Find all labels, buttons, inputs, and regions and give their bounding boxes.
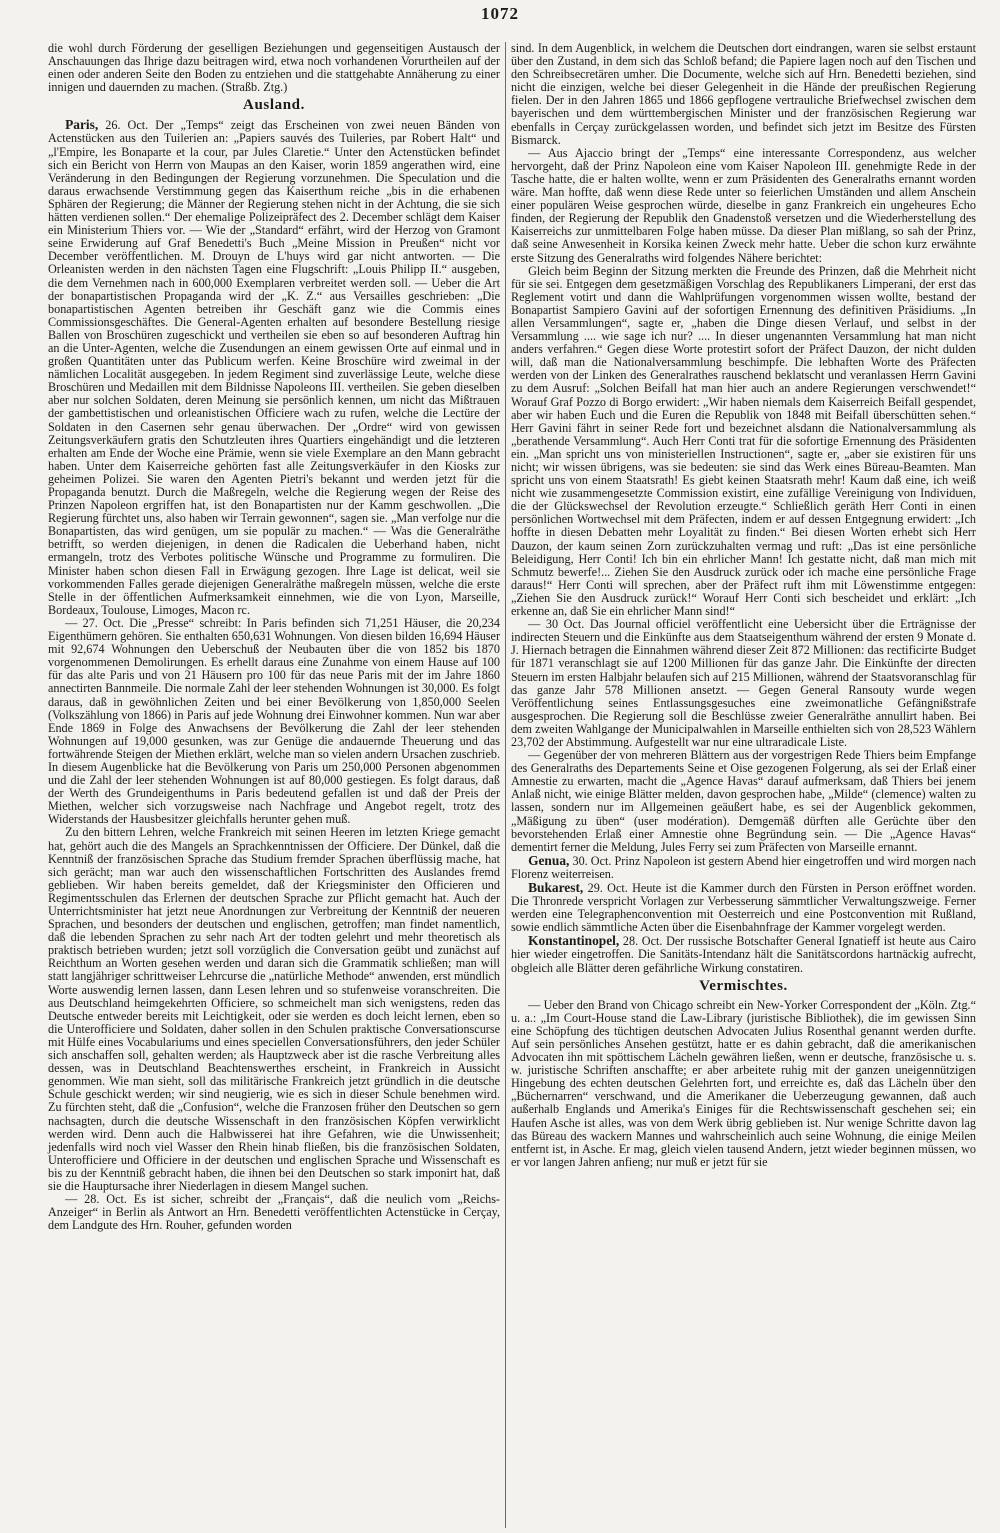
article-paragraph: — 27. Oct. Die „Presse“ schreibt: In Paris befinden sich 71,251 Häuser, die 20,234 Eigenthümern gehören. Sie enthalten 650,631 Wohnungen. Von diesen bilden 16,694 Häuser mit 92,674 Wohnungen den Ueberschuß der Neubauten über die von 1852 bis 1870 vorgenommenen Demolirungen. Es erhellt daraus eine Zunahme von einem Hause auf 100 für das alte Paris und von 21 Häusern pro 100 für das neue Paris mit der im Jahre 1860 annectirten Bannmeile. Die normale Zahl der leer stehenden Wohnungen ist 30,000. Es folgt daraus, daß in gewöhnlichen Zeiten und bei einer Bevölkerung von 1,850,000 Seelen (Volkszählung von 1866) in Paris auf jede Wohnung drei Einwohner kommen. Nun war aber Ende 1869 in Folge des Anwachsens der Bevölkerung die Zahl der leer stehenden Wohnungen auf 19,000 gesunken, was zur Genüge die andauernde Theuerung und das fortwährende Steigen der Miethen erklärt, welche man so vielen andern Ursachen zuschrieb. In diesem Augenblicke hat die Bevölkerung von Paris um 250,000 Personen abgenommen und die Zahl der leer stehenden Wohnungen ist auf 80,000 gestiegen. Es folgt daraus, daß der Werth des Grundeigenthums in Paris bedeutend gefallen ist und daß der Preis der Miethen, welcher sich vorzugsweise nach Nachfrage und Angebot regelt, trotz des Widerstands der Hausbesitzer gleichfalls herunter gehen muß. bbox=[48, 615, 500, 827]
dateline-paragraph bbox=[511, 934, 976, 974]
article-paragraph: — 30 Oct. Das Journal officiel veröffentlicht eine Uebersicht über die Erträgnisse der indirecten Steuern und die Einkünfte aus dem Staatseigenthum während der ersten 9 Monate d. J. Hiernach betragen die Einnahmen während dieser Zeit 872 Millionen: das rectificirte Budget für 1871 veranschlagt sie auf 1200 Millionen für das ganze Jahr. Die Einkünfte der directen Steuern im ersten Halbjahr belaufen sich auf 215 Millionen, während der Staatsvoranschlag für das ganze Jahr 578 Millionen ansetzt. — Gegen General Ransouty wurde wegen Veröffentlichung seines Entlassungsgesuches eine zweimonatliche Gefängnißstrafe ausgesprochen. Die Regierung soll die Beschlüsse zweier Generalräthe annullirt haben. Bei dem zweiten Wahlgange der Municipalwahlen in Marseille enthielten sich von 28,523 Wählern 23,702 der Abstimmung. Aufgestellt war nur eine ultraradicale Liste. bbox=[511, 617, 976, 749]
paragraph-text: 28. Oct. Der russische Botschafter General Ignatieff ist heute aus Cairo hier wieder eingetroffen. Die Sanitäts-Intendanz hält die Sanitätscordons hartnäckig aufrecht, obgleich alle Blätter deren gefährliche Wirkung constatiren. bbox=[511, 934, 976, 975]
dateline-place: Konstantinopel, bbox=[528, 933, 620, 949]
dateline-place: Bukarest, bbox=[528, 880, 584, 895]
article-paragraph: sind. In dem Augenblick, in welchem die Deutschen dort eindrangen, waren sie selbst erstaunt über den Zustand, in dem sich das Schloß befand; die Papiere lagen noch auf den Tischen und den Schreibsecretären umher. Die Documente, welche sich auf Hrn. Benedetti beziehen, sind nicht die einzigen, welche bei dieser Gelegenheit in die Hände der preußischen Regierung fielen. Der in den Jahren 1865 und 1866 gepflogene vertrauliche Briefwechsel zwischen dem bayerischen und dem württembergischen Minister und der französischen Regierung war ebenfalls in Cerçay zurückgelassen worden, und befindet sich jetzt im Besitze des Fürsten Bismarck. bbox=[511, 41, 976, 147]
dateline-paragraph bbox=[48, 118, 500, 617]
article-paragraph: Zu den bittern Lehren, welche Frankreich mit seinen Heeren im letzten Kriege gemacht hat, gehört auch die des Mangels an Sprachkenntnissen der Officiere. Der Dünkel, daß die Kenntniß der französischen Sprache das Studium fremder Sprachen überflüssig mache, hat sich gerächt; man war auch den wissenschaftlichen Fortschritten des Auslandes fremd geblieben. Wir haben bereits gemeldet, daß der Kriegsminister den Officieren und Regimentsschulen das Erlernen der deutschen Sprache zur Pflicht gemacht hat. Auch der Unterrichtsminister hat jetzt neue Anordnungen zur Verbreitung der Kenntniß der neueren Sprachen, und besonders der deutschen und englischen, getroffen; man findet namentlich, daß die lebenden Sprachen zu sehr nach Art der todten gelehrt und mehr theoretisch als praktisch betrieben wurden; jetzt soll vorzüglich die Conversation geübt und zunächst auf Reichthum an Worten gesehen werden und daran sich die Grammatik schließen; man will statt langjähriger schrittweiser Lehrcurse die „natürliche Methode“ anwenden, erst mündlich Worte auswendig lernen lassen, dann Lesen lehren und so stufenweise voranschreiten. Die aus Deutschland heimgekehrten Officiere, so schmeichelt man sich wenigstens, reden das Deutsche entweder bereits mit Leichtigkeit, oder sie werden es doch leicht lernen, eben so die Unterofficiere und Soldaten, daher sollen in den Schulen praktische Conversationscurse mit Hülfe eines Vocabulariums und eines speciellen Conversationsführers, den jeder Schüler sich anschaffen soll, gehalten werden; als Hauptzweck aber ist die rasche Verbreitung alles dessen, was in Deutschland Beachtenswerthes erscheint, in Frankreich in Aussicht genommen. Wie man sieht, soll das militärische Frankreich jetzt gründlich in die deutsche Schule geschickt werden; wir sind neugierig, wie es sich in dieser Schule benehmen wird. Zu fürchten steht, daß die „Confusion“, welche die Franzosen früher den Deutschen so gern nachsagten, durch die deutsche Wissenschaft in den französischen Köpfen verwirklicht werden wird. Denn auch die Halbwisserei hat ihre Gefahren, wie die Unwissenheit; jedenfalls wird noch viel Wasser den Rhein hinab fließen, bis die französischen Soldaten, Unterofficiere und Officiere in der deutschen und englischen Sprache und Wissenschaft es bis zu der Kenntniß gebracht haben, die ihnen bei den Deutschen so stark imponirt hat, daß sie die Hauptursache ihrer Niederlagen in diesem Mangel suchen. bbox=[48, 825, 500, 1193]
article-paragraph: — 28. Oct. Es ist sicher, schreibt der „Français“, daß die neulich vom „Reichs-Anzeiger“ in Berlin als Antwort an Hrn. Benedetti veröffentlichten Actenstücke in Cerçay, dem Landgute des Hrn. Rouher, gefunden worden bbox=[48, 1192, 500, 1233]
left-column bbox=[48, 42, 500, 1232]
article-paragraph: — Ueber den Brand von Chicago schreibt ein New-Yorker Correspondent der „Köln. Ztg.“ u. a.: „Im Court-House stand die Law-Library (juristische Bibliothek), die im gewissen Sinn eine Schöpfung des tüchtigen deutschen Advocaten Julius Rosenthal genannt werden durfte. Auf sein persönliches Ansehen gestützt, hatte er es dahin gebracht, daß die amerikanischen Advocaten ihn mit spöttischem Lächeln gewähren ließen, wenn er deutsche, französische u. s. w. juristische Schriften anschaffte; er aber arbeitete ruhig mit der ganzen uneigennützigen Hingebung des echten deutschen Gelehrten fort, und erreichte es, daß das Lächeln über den „Büchernarren“ verschwand, und die Amerikaner die Ueberzeugung gewannen, daß auch außerhalb Englands und Amerika's Einiges für die Rechtswissenschaft geschehen sei; ein Haufen Asche ist alles, was von dem Werk übrig geblieben ist. Nur wenige Schritte davon lag das Büreau des wackern Mannes und wahrscheinlich auch seine Wohnung, die einige Meilen entfernt ist, in Asche. Er mag, gleich vielen tausend Andern, jetzt wieder beginnen müssen, wo er vor langen Jahren anfieng; nur muß er jetzt für sie bbox=[511, 997, 976, 1169]
dateline-place: Genua, bbox=[528, 852, 570, 868]
dateline-place: Paris, bbox=[65, 117, 99, 133]
section-heading-vermischtes: Vermischtes. bbox=[699, 977, 788, 994]
section-heading-ausland: Ausland. bbox=[243, 97, 305, 114]
page-number: 1072 bbox=[481, 4, 519, 23]
article-paragraph: — Aus Ajaccio bringt der „Temps“ eine interessante Correspondenz, aus welcher hervorgeht, daß der Prinz Napoleon eine vom Kaiser Napoleon III. genehmigte Rede in der Tasche hatte, die er halten wollte, wenn er zum Präsidenten des Generalraths ernannt worden wäre. Man hoffte, daß wenn diese Rede unter so feierlichen Umständen und allem Anschein einer populären Weise gesprochen würde, dieselbe in ganz Frankreich ein ungeheures Echo finden, der Regierung der Republik den Gnadenstoß versetzen und die Wiederherstellung des Kaiserreichs zur unmittelbaren Folge haben müsse. Da dieser Plan mißlang, so sah der Prinz, daß seine Anwesenheit in Korsika keinen Zweck mehr hatte. Ueber die schon kurz erwähnte erste Sitzung des Generalraths wird folgendes Nähere berichtet: bbox=[511, 145, 976, 265]
article-paragraph: Gleich beim Beginn der Sitzung merkten die Freunde des Prinzen, daß die Mehrheit nicht für sie sei. Entgegen dem gesetzmäßigen Vorschlag des Republikaners Limperani, der erst das Reglement votirt und dann die Wahlprüfungen vorgenommen wissen wollte, bestand der Bonapartist Sampiero Gavini auf der sofortigen Ernennung des definitiven Präsidiums. „In allen Versammlungen“, sagte er, „haben die Dinge diesen Verlauf, und selbst in der Versammlung .... wie sage ich nur? .... In dieser ungenannten Versammlung hat man nicht anders verfahren.“ Gegen diese Worte protestirt sofort der Präfect Dauzon, der nicht dulden will, daß man die Nationalversammlung beschimpfe. Die lebhaften Worte des Präfecten werden von der Linken des Generalrathes rauschend beklatscht und veranlassen Herrn Gavini zu dem Ausruf: „Solchen Beifall hat man hier auch an andere Regierungen verschwendet!“ Worauf Graf Pozzo di Borgo erwidert: „Wir haben niemals dem Kaiserreich Beifall gespendet, aber wir haben Euch und die Euren die Republik von 1848 mit Beifall überschütten sehen.“ Herr Gavini fährt in seiner Rede fort und bezeichnet alsdann die Nationalversammlung als „berathende Versammlung“. Auch Herr Conti trat für die sofortige Ernennung des Präsidenten ein. „Man spricht uns von ministeriellen Instructionen“, sagte er, „aber sie existiren für uns nicht; wir wissen übrigens, was sie bedeuten: sie sind das Werk eines Büreau-Beamten. Man spricht uns von einem Staatsrath! Es giebt keinen Staatsrath mehr! Kaum daß eine, ich weiß nicht wie zusammengesetzte Commission existirt, eine zufällige Vereinigung von Individuen, die der Glückswechsel der Revolution erzeugte.“ Schließlich geräth Herr Conti in einen persönlichen Wortwechsel mit dem Präfecten, indem er auf dessen Entgegnung erwidert: „Ich hoffte in diesen Debatten mehr Loyalität zu finden.“ Bei diesen Worten erhebt sich Herr Dauzon, der kaum seinen Zorn zurückzuhalten vermag und ruft: „Das ist eine persönliche Beleidigung, Herr Conti! Ich bin ein ehrlicher Mann! Ich gestatte nicht, daß man mich mit Schmutz bewerfe!... Ziehen Sie den Ausdruck zurück oder ich mache eine persönliche Frage daraus!“ Herr Conti will sprechen, aber der Präfect ruft ihm mit Löwenstimme entgegen: „Ziehen Sie den Ausdruck zurück!“ Worauf Herr Conti sich bescheidet und erklärt: „Ich erkenne an, daß Sie ein ehrlicher Mann sind!“ bbox=[511, 263, 976, 619]
right-column bbox=[511, 42, 976, 1169]
dateline-paragraph bbox=[511, 881, 976, 934]
paragraph-text: 29. Oct. Heute ist die Kammer durch den Fürsten in Person eröffnet worden. Die Thronrede verspricht Vorlagen zur Verbesserung sämmtlicher Verwaltungszweige. Ferner werden eine Telegraphenconvention mit Oesterreich und eine Postconvention mit Rußland, sowie endlich sämmtliche Acten über die Eisenbahnfrage der Kammer vorgelegt werden. bbox=[511, 881, 977, 935]
dateline-paragraph bbox=[511, 854, 976, 881]
column-divider bbox=[505, 42, 506, 1528]
article-paragraph: — Gegenüber der von mehreren Blättern aus der vorgestrigen Rede Thiers beim Empfange des Generalraths des Departements Seine et Oise gezogenen Folgerung, als sei der Erlaß einer Amnestie zu erwarten, macht die „Agence Havas“ darauf aufmerksam, daß Thiers bei jenem Anlaß nicht, wie einige Blätter melden, davon gesprochen habe, „Milde“ (clemence) walten zu lassen, sondern nur im Allgemeinen geäußert habe, es sei der Augenblick gekommen, „Mäßigung zu üben“ (user modération). Demgemäß dürften alle Gerüchte über den bevorstehenden Erlaß einer Amnestie ohne Begründung sein. — Die „Agence Havas“ dementirt ferner die Meldung, Jules Ferry sei zum Präfecten von Marseille ernannt. bbox=[511, 748, 976, 854]
article-paragraph: die wohl durch Förderung der geselligen Beziehungen und gegenseitigen Austausch der Anschauungen das Ihrige dazu beitragen wird, etwa noch vorhandenen Vorurtheilen auf der einen oder anderen Seite den Boden zu entziehen und die stattgehabte Annäherung zu einer innigen und dauernden zu machen. (Straßb. Ztg.) bbox=[48, 41, 500, 95]
paragraph-text: 30. Oct. Prinz Napoleon ist gestern Abend hier eingetroffen und wird morgen nach Florenz weiterreisen. bbox=[511, 853, 976, 881]
paragraph-text: 26. Oct. Der „Temps“ zeigt das Erscheinen von zwei neuen Bänden von Actenstücken aus den Tuilerien an: „Papiers sauvés des Tuileries, par Robert Halt“ und „l'Empire, les Bonaparte et la cour, par Jules Claretie.“ Unter den Actenstücken befindet sich ein Bericht von Herrn von Maupas an den Kaiser, worin 1859 angerathen wird, eine Veränderung in den Bedingungen der Regierung vorzunehmen. Die Speculation und die daraus erwachsende Verstimmung gegen das Kaiserthum reiche „bis in die erhabenen Sphären der Regierung; die Männer der Regierung stehen nicht in der Achtung, die sie sich hätten verdienen sollen.“ Der ehemalige Polizeipräfect des 2. December schlägt dem Kaiser ein Ministerium Thiers vor. — Wie der „Standard“ erfährt, wird der Herzog von Gramont seine Erwiderung auf Graf Benedetti's Buch „Meine Mission in Preußen“ nicht vor December veröffentlichen. M. Drouyn de L'huys wird gar nicht antworten. — Die Orleanisten werden in den nächsten Tagen eine Flugschrift: „Louis Philipp II.“ ausgeben, die dem Vernehmen nach in 600,000 Exemplaren verbreitet werden soll. — Ueber die Art der bonapartistischen Propaganda wird der „K. Z.“ aus Versailles geschrieben: „Die bonapartistischen Agenten betreiben ihr Geschäft ganz wie die Commis eines Commissionsgeschäftes. Die General-Agenten erhalten auf besondere Bestellung riesige Ballen von Broschüren zugeschickt und vertheilen sie eben so auf besonderen Auftrag hin an die Unter-Agenten, welche die Zusendungen an einem gewissen Orte auf einmal und in großen Quantitäten unter das Publicum werfen. Keine Broschüre wird zweimal in der nämlichen Localität ausgegeben. In jedem Regiment sind zuverlässige Leute, welche diese Broschüren und Medaillen mit dem Bildnisse Napoleons III. vertheilen. Sie geben dieselben aber nur solchen Soldaten, deren Meinung sie persönlich kennen, um nicht das Mißtrauen der gambettistischen und orleanistischen Officiere wach zu rufen, welche die Lectüre der Soldaten in den Casernen sehr genau überwachen. Der „Ordre“ wird von gewissen Zeitungsverkäufern gratis den Schutzleuten ihres Quartiers eingehändigt und die letzteren erhalten am Ende der Woche eine Prämie, wenn sie viele Exemplare an den Mann gebracht haben. Unter dem Kaiserreiche gehörten fast alle Zeitungsverkäufer in den Kiosks zur geheimen Polizei. Sie waren den Agenten Pietri's bekannt und werden jetzt für die Propaganda benutzt. Durch die Maßregeln, welche die Regierung wegen der Reise des Prinzen Napoleon ergriffen hat, ist den Bonapartisten nur der Kamm geschwollen. „Die Regierung fürchtet uns, also haben wir Terrain gewonnen“, sagen sie. „Man verfolge nur die Bonapartisten, das wird genügen, um sie populär zu machen.“ — Was die Generalräthe betrifft, so werden diejenigen, in denen die Radicalen die Ueberhand haben, nicht ermangeln, trotz des Verbotes politische Wünsche und Programme zu formuliren. Die Minister haben schon diesen Fall in Erwägung gezogen. Ihre Lage ist delicat, weil sie vorkommenden Falles gerade diejenigen Generalräthe maßregeln müssen, welche die erste Stelle in der öffentlichen Aufmerksamkeit einnehmen, wie die von Lyon, Marseille, Bordeaux, Toulouse, Limoges, Macon rc. bbox=[48, 118, 500, 617]
